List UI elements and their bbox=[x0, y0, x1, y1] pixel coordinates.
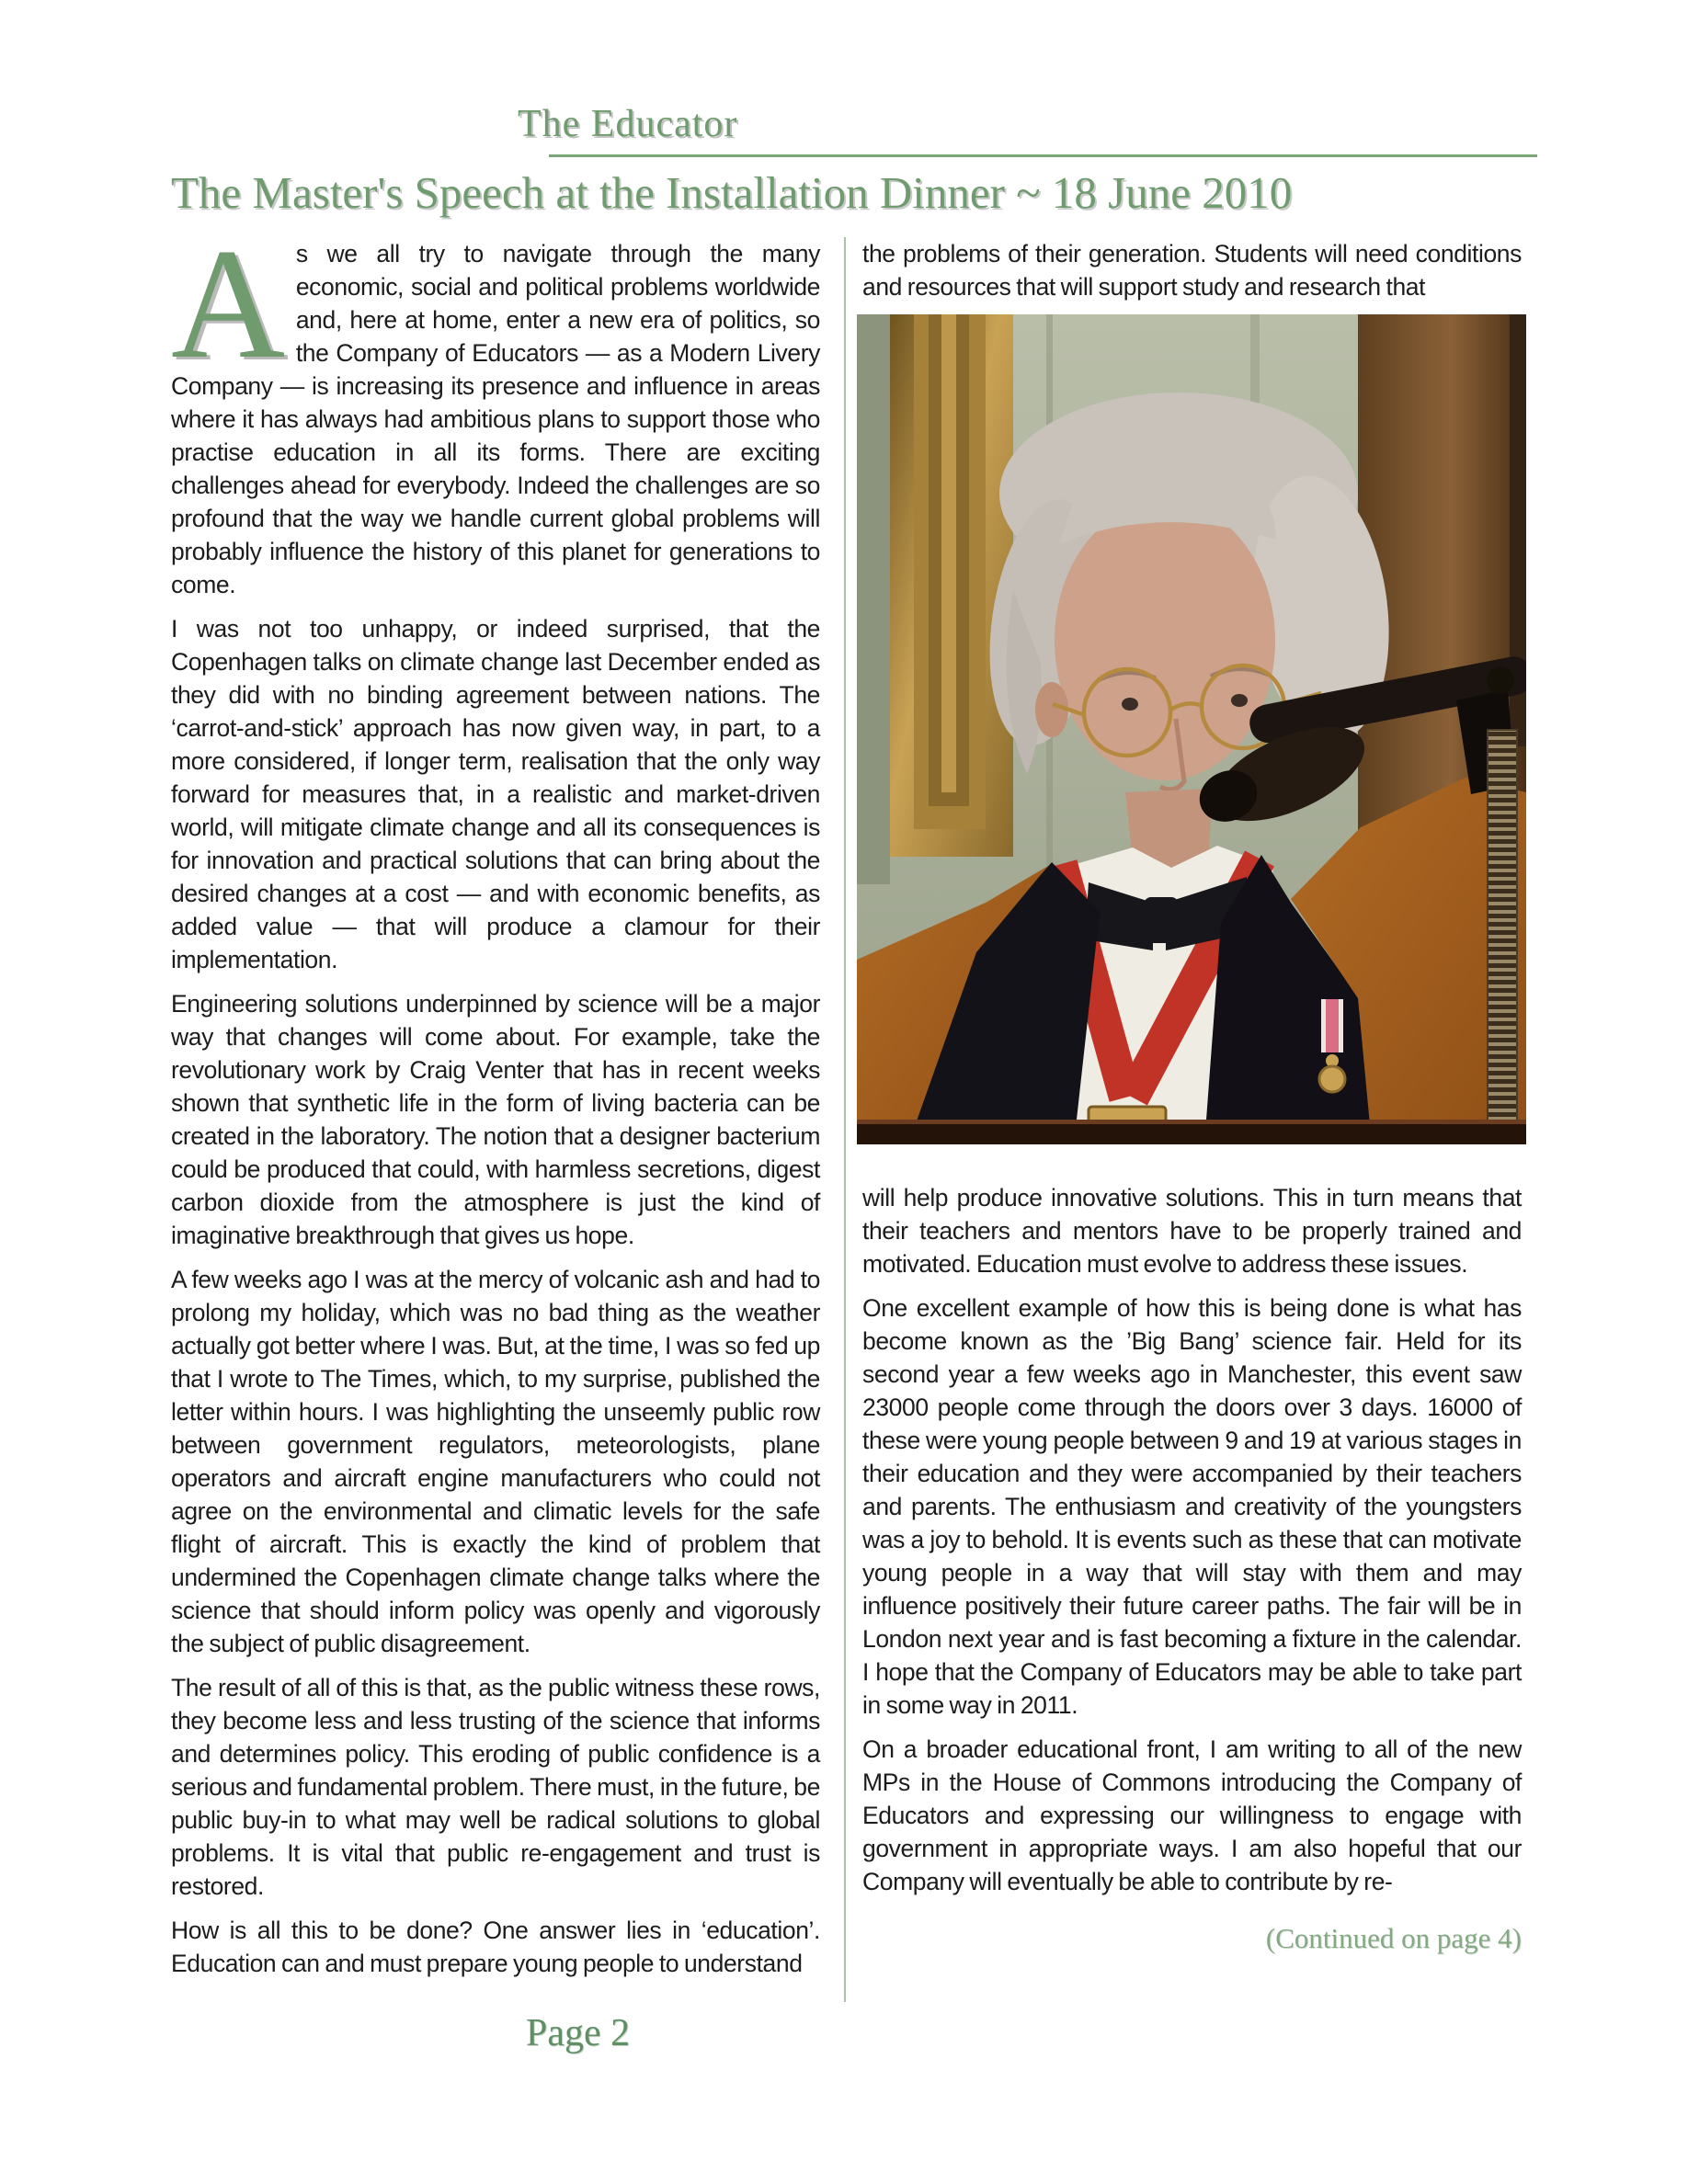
continued-note: (Continued on page 4) bbox=[1265, 1922, 1522, 1954]
lectern-ledge bbox=[857, 1121, 1526, 1144]
body-paragraph: The result of all of this is that, as the public witness these rows, they become less and less trusting of the science that informs and determines policy. This eroding of public confidence is a serious and fundamental problem. There must, in the future, be public buy-in to what may well be radical solutions to global problems. It is vital that public re-engagement and trust is restored. bbox=[171, 1674, 820, 1900]
article-title: The Master's Speech at the Installation Dinner ~ 18 June 2010 bbox=[171, 167, 1293, 218]
lapel-medal bbox=[1319, 999, 1345, 1092]
body-paragraph: I was not too unhappy, or indeed surprised, that the Copenhagen talks on climate change last December ended as they did with no binding agreement between nations. The ‘carrot-and-stick’ approach has now given way, in part, to a more considered, if longer term, realisation that the only way forward for measures that, in a realistic and market-driven world, will mitigate climate change and all its consequences is for innovation and practical solutions that can bring about the desired changes at a cost — and with economic benefits, as added value — that will produce a clamour for their implementation. bbox=[171, 615, 820, 973]
body-paragraph: the problems of their generation. Students will need conditions and resources that will support study and research that bbox=[862, 240, 1522, 301]
mic-gooseneck bbox=[1488, 730, 1517, 1144]
gilt-frame bbox=[857, 314, 1013, 884]
body-paragraph bbox=[171, 217, 820, 601]
page-number: Page 2 bbox=[526, 2012, 631, 2054]
right-column bbox=[862, 237, 1522, 1955]
column-divider bbox=[844, 237, 846, 2002]
masthead-rule bbox=[549, 154, 1537, 157]
body-paragraph: A few weeks ago I was at the mercy of volcanic ash and had to prolong my holiday, which was no bad thing as the weather actually got better where I was. But, at the time, I was so fed up that I wrote to The Times, which, to my surprise, published the letter within hours. I was highlighting the unseemly public row between government regulators, meteorologists, plane operators and aircraft engine manufacturers who could not agree on the environmental and climatic levels for the safe flight of aircraft. This is exactly the kind of problem that undermined the Copenhagen climate change talks where the science that should inform policy was openly and vigorously the subject of public disagreement. bbox=[171, 1266, 820, 1657]
body-paragraph: will help produce innovative solutions. This in turn means that their teachers and mentors have to be properly trained and motivated. Education must evolve to address these issues. bbox=[862, 1184, 1522, 1278]
lectern-ledge-highlight bbox=[857, 1120, 1526, 1124]
newsletter-masthead: The Educator bbox=[518, 103, 738, 145]
speaker-eye bbox=[1122, 698, 1138, 711]
speaker-photo bbox=[857, 314, 1526, 1144]
left-column bbox=[171, 217, 820, 1991]
body-paragraph: Engineering solutions underpinned by science will be a major way that changes will come about. For example, take the revolutionary work by Craig Venter that has in recent weeks shown that synthetic life in the form of living bacteria can be created in the laboratory. The notion that a designer bacterium could be produced that could, with harmless secretions, digest carbon dioxide from the atmosphere is just the kind of imaginative breakthrough that gives us hope. bbox=[171, 990, 820, 1249]
body-paragraph: How is all this to be done? One answer lies in ‘education’. Education can and must prepare young people to understand bbox=[171, 1917, 820, 1977]
drop-cap: A bbox=[171, 217, 285, 392]
body-paragraph: One excellent example of how this is being done is what has become known as the ’Big Bang’ science fair. Held for its second year a few weeks ago in Manchester, this event saw 23000 people come through the doors over 3 days. 16000 of these were young people between 9 and 19 at various stages in their education and they were accompanied by their teachers and parents. The enthusiasm and creativity of the youngsters was a joy to behold. It is events such as these that can motivate young people in a way that will stay with them and may influence positively their future career paths. The fair will be in London next year and is fast becoming a fixture in the calendar. I hope that the Company of Educators may be able to take part in some way in 2011. bbox=[862, 1294, 1522, 1719]
speaker-face bbox=[1055, 501, 1275, 780]
paragraph-text: s we all try to navigate through the many economic, social and political problems worldwide and, here at home, enter a new era of politics, so the Company of Educators — as a Modern Livery Company — is increasing its presence and influence in areas where it has always had ambitious plans to support those who practise education in all its forms. There are exciting challenges ahead for everybody. Indeed the challenges are so profound that the way we handle current global problems will probably influence the history of this planet for generations to come. bbox=[171, 240, 820, 598]
speaker-photo-illustration bbox=[857, 314, 1526, 1144]
speaker-eye bbox=[1231, 694, 1248, 707]
body-paragraph: On a broader educational front, I am writing to all of the new MPs in the House of Commons introducing the Company of Educators and expressing our willingness to engage with government in appropriate ways. I am also hopeful that our Company will eventually be able to contribute by re- bbox=[862, 1735, 1522, 1895]
